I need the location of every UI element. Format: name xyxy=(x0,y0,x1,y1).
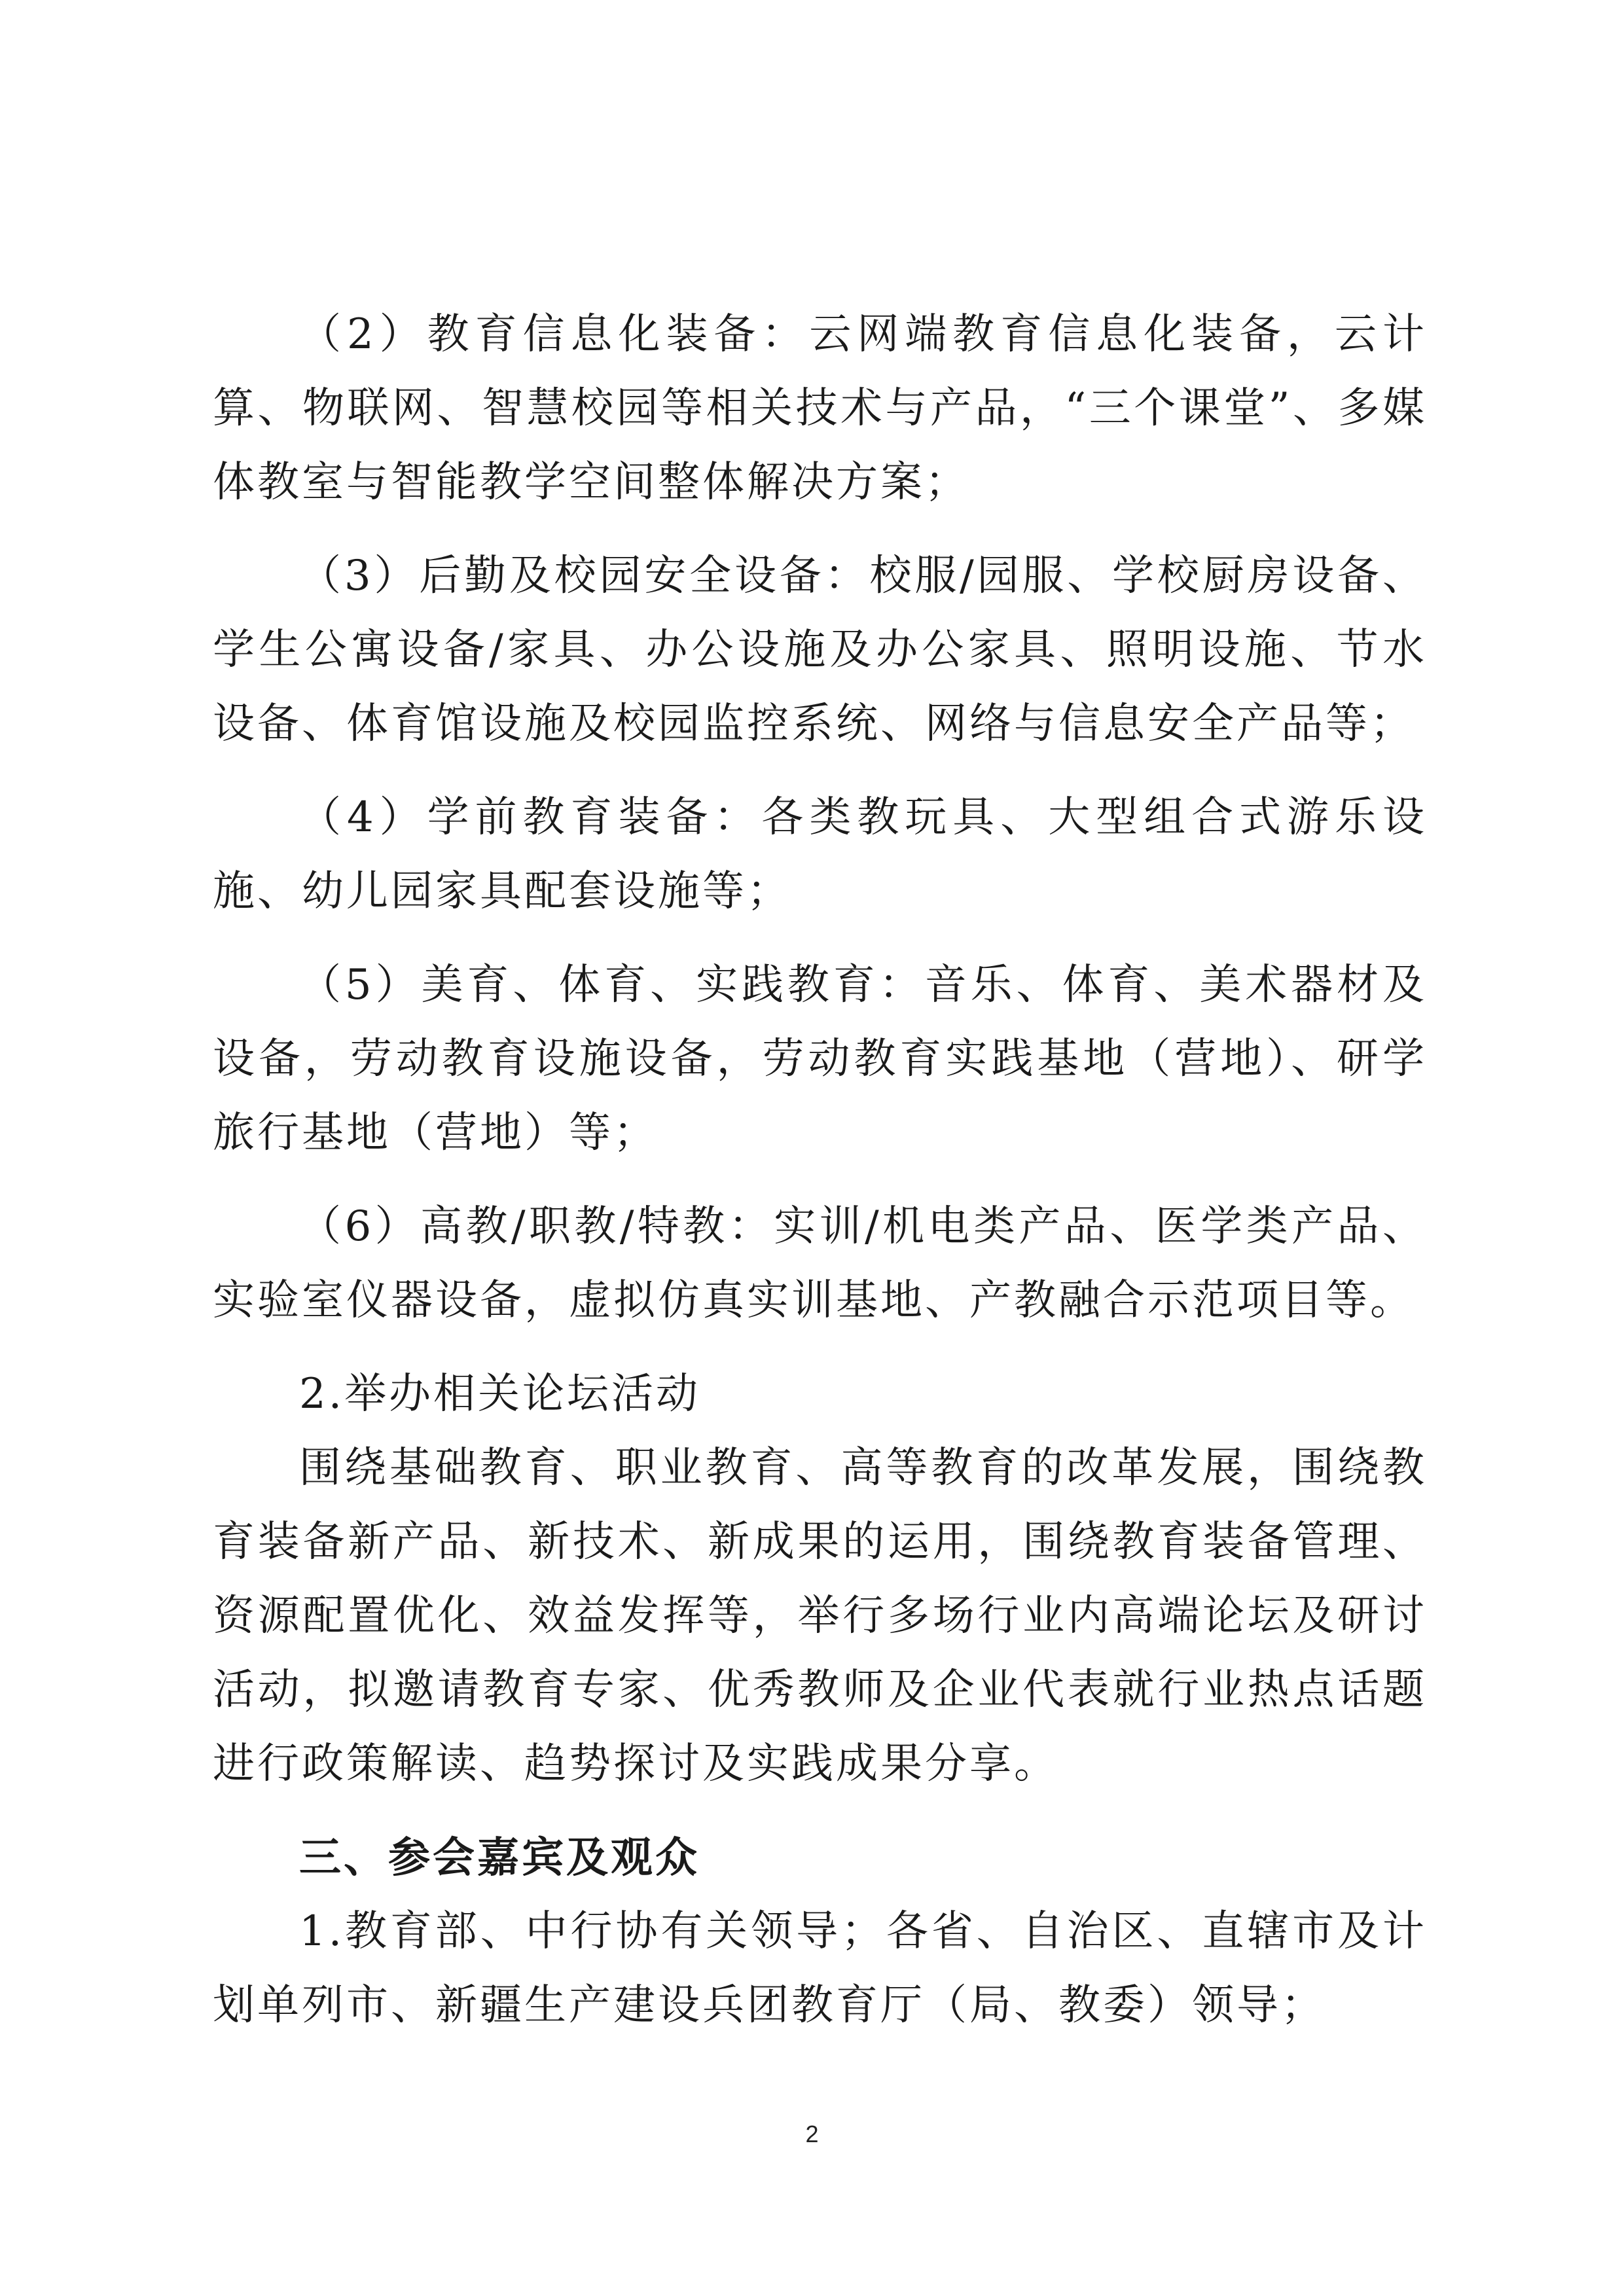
paragraph-forum-description: 围绕基础教育、职业教育、高等教育的改革发展，围绕教育装备新产品、新技术、新成果的运用，围绕教育装备管理、资源配置优化、效益发挥等，举行多场行业内高端论坛及研讨活动，拟邀请教育专家、优秀教师及企业代表就行业热点话题进行政策解读、趋势探讨及实践成果分享。 xyxy=(213,1444,1427,1788)
paragraph-preschool-equipment: （4）学前教育装备：各类教玩具、大型组合式游乐设施、幼儿园家具配套设施等； xyxy=(213,793,1427,916)
paragraph-gap xyxy=(213,1338,1427,1357)
paragraph-informatization-equipment: （2）教育信息化装备：云网端教育信息化装备，云计算、物联网、智慧校园等相关技术与产品，“三个课堂”、多媒体教室与智能教学空间整体解决方案； xyxy=(213,310,1427,507)
document-body xyxy=(213,298,1427,2043)
subheading-forum-activities: 2.举办相关论坛活动 xyxy=(299,1370,701,1418)
paragraph-gap xyxy=(213,1170,1427,1190)
paragraph-gap xyxy=(213,761,1427,781)
paragraph-guests-leaders: 1.教育部、中行协有关领导；各省、自治区、直辖市及计划单列市、新疆生产建设兵团教育厅（局、教委）领导； xyxy=(213,1907,1427,2030)
section-heading-guests-audience: 三、参会嘉宾及观众 xyxy=(299,1833,700,1882)
paragraph-arts-sports-practice: （5）美育、体育、实践教育：音乐、体育、美术器材及设备，劳动教育设施设备，劳动教育实践基地（营地）、研学旅行基地（营地）等； xyxy=(213,961,1427,1157)
paragraph-higher-vocational-special: （6）高教/职教/特教：实训/机电类产品、医学类产品、实验室仪器设备，虚拟仿真实训基地、产教融合示范项目等。 xyxy=(213,1202,1427,1325)
paragraph-gap xyxy=(213,520,1427,539)
paragraph-gap xyxy=(213,929,1427,948)
paragraph-gap xyxy=(213,1801,1427,1821)
paragraph-logistics-safety-equipment: （3）后勤及校园安全设备：校服/园服、学校厨房设备、学生公寓设备/家具、办公设施及办公家具、照明设施、节水设备、体育馆设施及校园监控系统、网络与信息安全产品等； xyxy=(213,552,1427,748)
page-number: 2 xyxy=(805,2121,819,2147)
